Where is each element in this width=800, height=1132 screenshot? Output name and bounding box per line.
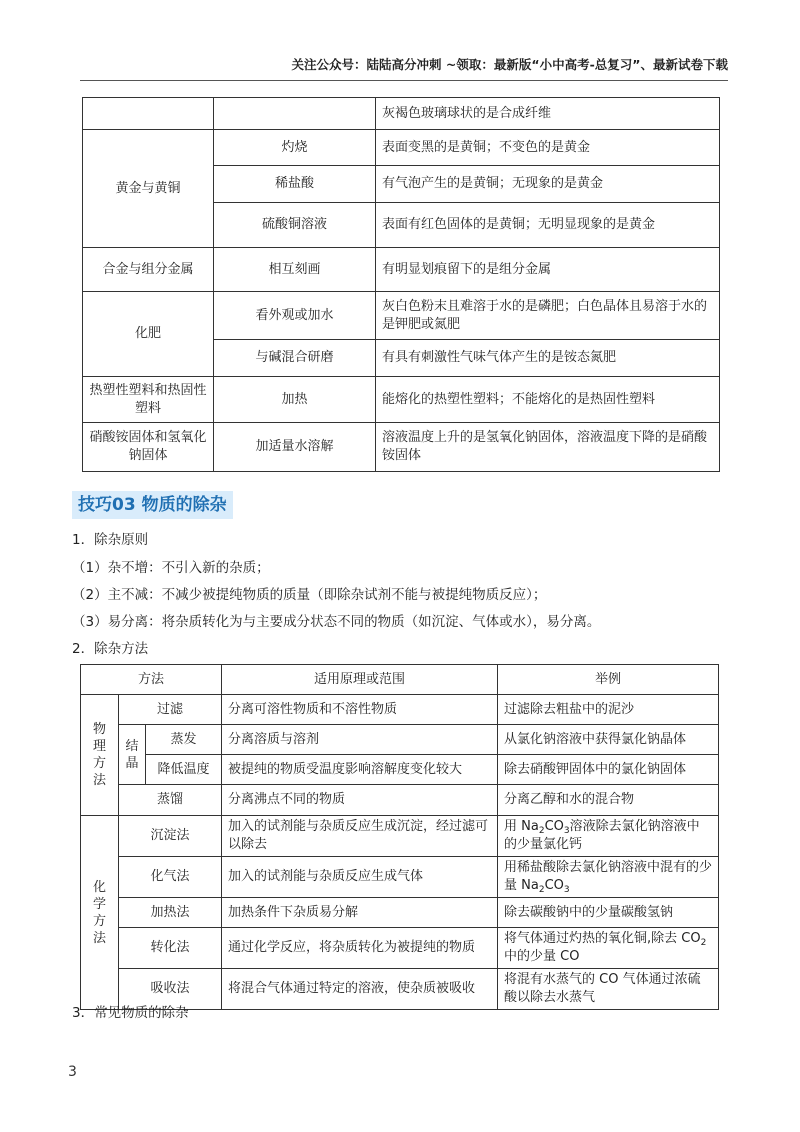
principle-cell: 加热条件下杂质易分解 [222, 898, 498, 928]
table-cell: 灰褐色玻璃球状的是合成纤维 [376, 98, 720, 130]
method-cell: 加适量水溶解 [214, 423, 376, 472]
example-cell: 除去碳酸钠中的少量碳酸氢钠 [498, 898, 719, 928]
method-name: 蒸馏 [119, 785, 222, 816]
example-cell: 从氯化钠溶液中获得氯化钠晶体 [498, 725, 719, 755]
table-row [81, 857, 719, 898]
principle-cell: 通过化学反应，将杂质转化为被提纯的物质 [222, 928, 498, 969]
method-cell: 灼烧 [214, 130, 376, 166]
principle-cell: 被提纯的物质受温度影响溶解度变化较大 [222, 755, 498, 785]
table-row [81, 725, 719, 755]
heading-principles: 1．除杂原则 [72, 532, 149, 548]
substance-cell: 化肥 [83, 292, 214, 377]
substance-cell: 硝酸铵固体和氢氧化钠固体 [83, 423, 214, 472]
section-title: 技巧03 物质的除杂 [72, 491, 233, 519]
table-cell [214, 98, 376, 130]
header-cell: 方法 [81, 665, 222, 695]
result-cell: 灰白色粉末且难溶于水的是磷肥；白色晶体且易溶于水的是钾肥或氮肥 [376, 292, 720, 340]
method-name: 化气法 [119, 857, 222, 898]
example-cell: 用稀盐酸除去氯化钠溶液中混有的少量 $Na_2CO_3$ [498, 857, 719, 898]
substance-cell: 热塑性塑料和热固性塑料 [83, 377, 214, 423]
table-row [81, 898, 719, 928]
example-cell: 过滤除去粗盐中的泥沙 [498, 695, 719, 725]
header-cell: 适用原理或范围 [222, 665, 498, 695]
table-row [83, 377, 720, 423]
result-cell: 有具有刺激性气味气体产生的是铵态氮肥 [376, 340, 720, 377]
result-cell: 有明显划痕留下的是组分金属 [376, 248, 720, 292]
principle-2: （2）主不减：不减少被提纯物质的质量（即除杂试剂不能与被提纯物质反应）； [72, 587, 547, 603]
crystallization-label: 结 晶 [119, 725, 146, 785]
substance-cell: 黄金与黄铜 [83, 130, 214, 248]
table-row [81, 816, 719, 857]
substance-cell: 合金与组分金属 [83, 248, 214, 292]
method-name: 沉淀法 [119, 816, 222, 857]
table-row [81, 755, 719, 785]
table-cell [83, 98, 214, 130]
table-row [81, 785, 719, 816]
principle-cell: 分离沸点不同的物质 [222, 785, 498, 816]
principle-1: （1）杂不增：不引入新的杂质； [72, 560, 270, 576]
example-cell: 用 $Na_2CO_3$溶液除去氯化钠溶液中的少量氯化钙 [498, 816, 719, 857]
chemical-methods-label: 化 学 方 法 [81, 816, 119, 1010]
table-row [81, 695, 719, 725]
example-cell: 除去硝酸钾固体中的氯化钠固体 [498, 755, 719, 785]
table-row [83, 248, 720, 292]
result-cell: 表面变黑的是黄铜；不变色的是黄金 [376, 130, 720, 166]
heading-methods: 2．除杂方法 [72, 641, 149, 657]
principle-cell: 将混合气体通过特定的溶液，使杂质被吸收 [222, 969, 498, 1010]
purification-methods-table [80, 664, 719, 1010]
physical-methods-label: 物 理 方 法 [81, 695, 119, 816]
result-cell: 有气泡产生的是黄铜；无现象的是黄金 [376, 166, 720, 203]
method-cell: 硫酸铜溶液 [214, 203, 376, 248]
method-name: 蒸发 [146, 725, 222, 755]
method-cell: 看外观或加水 [214, 292, 376, 340]
table-row [83, 292, 720, 340]
example-cell: 分离乙醇和水的混合物 [498, 785, 719, 816]
example-cell: 将混有水蒸气的 CO 气体通过浓硫酸以除去水蒸气 [498, 969, 719, 1010]
page-header: 关注公众号：陆陆高分冲刺 ~领取：最新版“小中高考-总复习”、最新试卷下载 [291, 57, 728, 72]
principle-cell: 加入的试剂能与杂质反应生成气体 [222, 857, 498, 898]
method-cell: 相互刻画 [214, 248, 376, 292]
method-name: 过滤 [119, 695, 222, 725]
result-cell: 表面有红色固体的是黄铜；无明显现象的是黄金 [376, 203, 720, 248]
table-row [83, 98, 720, 130]
result-cell: 能熔化的热塑性塑料；不能熔化的是热固性塑料 [376, 377, 720, 423]
header-divider [80, 80, 728, 81]
principle-cell: 分离可溶性物质和不溶性物质 [222, 695, 498, 725]
result-cell: 溶液温度上升的是氢氧化钠固体，溶液温度下降的是硝酸铵固体 [376, 423, 720, 472]
method-name: 转化法 [119, 928, 222, 969]
table-row [81, 928, 719, 969]
table-row [83, 423, 720, 472]
header-cell: 举例 [498, 665, 719, 695]
principle-cell: 分离溶质与溶剂 [222, 725, 498, 755]
identification-table [82, 97, 720, 472]
page-number: 3 [68, 1064, 77, 1080]
method-name: 加热法 [119, 898, 222, 928]
method-cell: 加热 [214, 377, 376, 423]
heading-common-impurities: 3．常见物质的除杂 [72, 1005, 189, 1021]
table-header-row [81, 665, 719, 695]
method-cell: 与碱混合研磨 [214, 340, 376, 377]
method-name: 降低温度 [146, 755, 222, 785]
method-cell: 稀盐酸 [214, 166, 376, 203]
example-cell: 将气体通过灼热的氧化铜,除去 $CO_2$中的少量 CO [498, 928, 719, 969]
method-name: 吸收法 [119, 969, 222, 1010]
principle-cell: 加入的试剂能与杂质反应生成沉淀，经过滤可以除去 [222, 816, 498, 857]
principle-3: （3）易分离：将杂质转化为与主要成分状态不同的物质（如沉淀、气体或水），易分离。 [72, 614, 601, 630]
table-row [83, 130, 720, 166]
